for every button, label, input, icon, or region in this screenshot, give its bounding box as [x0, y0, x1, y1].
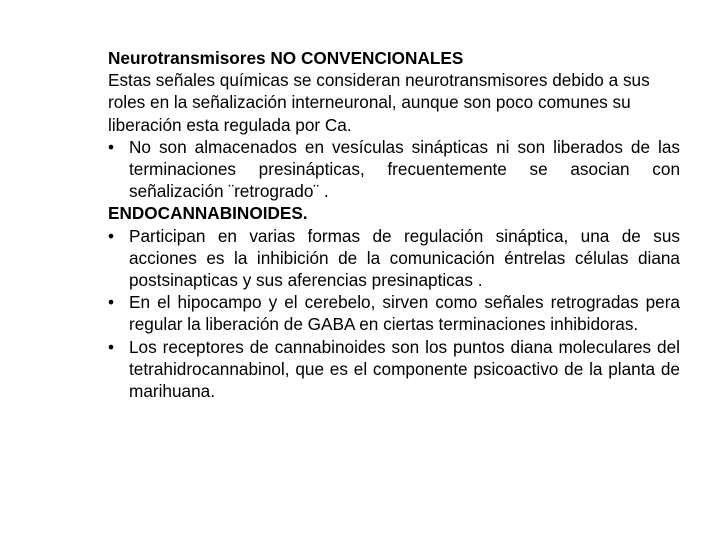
bullet-text: En el hipocampo y el cerebelo, sirven como señales retrogradas pera regular la liberación de GABA en ciertas terminaciones inhibidoras. — [129, 292, 680, 335]
section-heading: ENDOCANNABINOIDES. — [108, 203, 308, 224]
bullet-marker: • — [108, 292, 115, 313]
bullet-text: No son almacenados en vesículas sinápticas ni son liberados de las terminaciones presinápticas, frecuentemente se asocian con señalización ¨retrogrado¨ . — [129, 136, 680, 202]
bullet-text: Los receptores de cannabinoides son los puntos diana moleculares del tetrahidrocannabinol, que es el componente psicoactivo de la planta de marihuana. — [129, 336, 680, 402]
list-item — [108, 225, 680, 292]
slide-title: Neurotransmisores NO CONVENCIONALES — [108, 48, 464, 68]
slide-content — [108, 47, 680, 402]
intro-paragraph: Estas señales químicas se consideran neurotransmisores debido a sus roles en la señalización interneuronal, aunque son poco comunes su liberación esta regulada por Ca. — [108, 70, 650, 135]
list-item — [108, 336, 680, 403]
bullet-text: Participan en varias formas de regulación sináptica, una de sus acciones es la inhibición de la comunicación éntrelas células diana postsinapticas y sus aferencias presinapticas . — [129, 225, 680, 291]
intro-bullet-list — [108, 136, 680, 203]
endocannabinoid-bullet-list — [108, 225, 680, 403]
list-item — [108, 136, 680, 203]
bullet-marker: • — [108, 336, 115, 357]
bullet-marker: • — [108, 136, 115, 157]
bullet-marker: • — [108, 225, 115, 246]
list-item — [108, 291, 680, 335]
